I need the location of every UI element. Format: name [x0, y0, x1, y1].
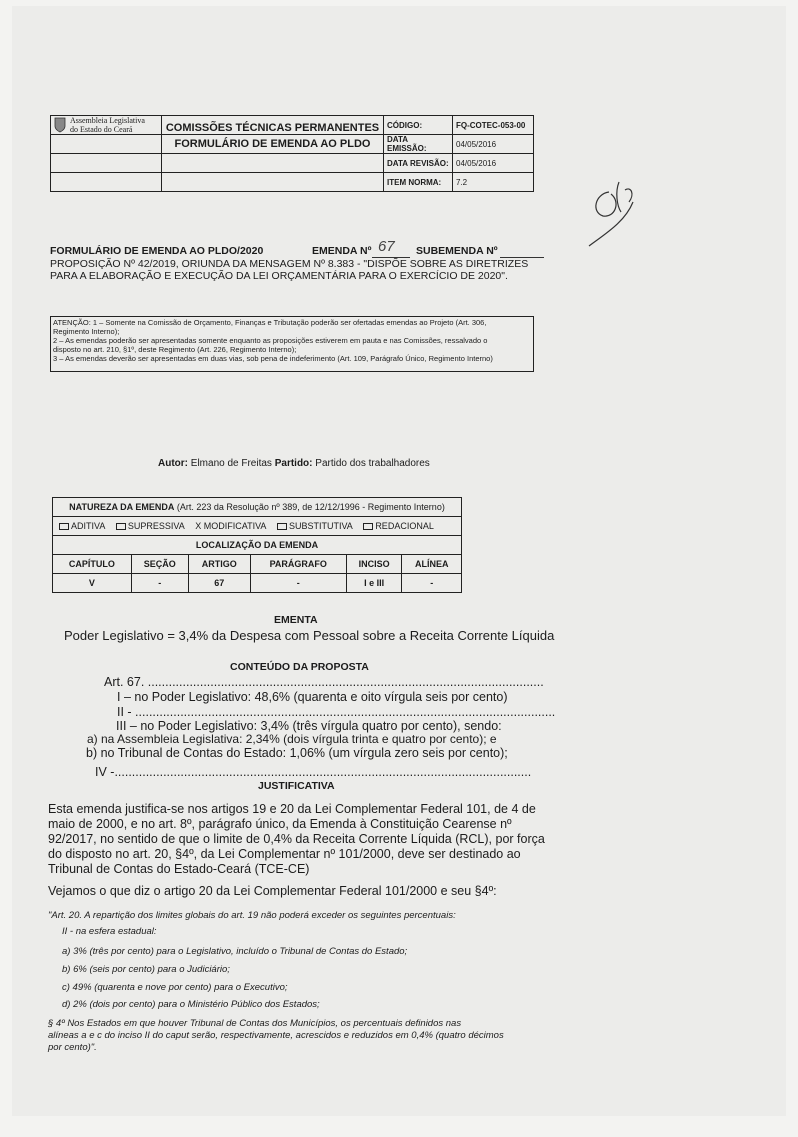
col-paragrafo: PARÁGRAFO [250, 555, 346, 574]
option-modificativa: X MODIFICATIVA [195, 521, 267, 531]
option-substitutiva: SUBSTITUTIVA [277, 521, 353, 531]
conteudo-line: III – no Poder Legislativo: 3,4% (três vírgula quatro por cento), sendo: [116, 719, 502, 733]
selected-mark: X [195, 521, 202, 531]
subemenda-label: SUBEMENDA Nº [416, 245, 498, 257]
natureza-note: (Art. 223 da Resolução nº 389, de 12/12/1996 - Regimento Interno) [176, 502, 445, 512]
checkbox-icon [116, 523, 126, 530]
quote-line: II - na esfera estadual: [62, 926, 157, 937]
justificativa-text: Tribunal de Contas do Estado-Ceará (TCE-CE) [48, 862, 310, 876]
conteudo-line: a) na Assembleia Legislativa: 2,34% (dois vírgula trinta e quatro por cento); e [87, 732, 497, 746]
partido-label: Partido: [274, 458, 313, 469]
justificativa-text: Vejamos o que diz o artigo 20 da Lei Complementar Federal 101/2000 e seu §4º: [48, 884, 497, 898]
quote-line: "Art. 20. A repartição dos limites globais do art. 19 não poderá exceder os seguintes percentuais: [48, 910, 456, 921]
attention-line: 2 – As emendas poderão ser apresentadas somente enquanto as proposições estiverem em pauta e nas Comissões, ressalvado o [53, 336, 488, 345]
justificativa-text: Esta emenda justifica-se nos artigos 19 e 20 da Lei Complementar Federal 101, de 4 de [48, 802, 536, 816]
conteudo-line: IV -........................................................................................................................ [95, 765, 532, 779]
justificativa-title: JUSTIFICATIVA [258, 780, 335, 792]
localizacao-label: LOCALIZAÇÃO DA EMENDA [53, 536, 462, 555]
revisao-value: 04/05/2016 [453, 154, 534, 173]
option-redacional: REDACIONAL [363, 521, 434, 531]
emenda-number: 67 [378, 238, 395, 255]
quote-line: b) 6% (seis por cento) para o Judiciário; [62, 964, 230, 975]
emenda-label: EMENDA Nº [312, 245, 372, 257]
checkbox-icon [277, 523, 287, 530]
val-alinea: - [402, 574, 462, 593]
logo-line2: do Estado do Ceará [70, 125, 133, 134]
col-inciso: INCISO [346, 555, 402, 574]
logo-cell [51, 116, 162, 135]
col-capitulo: CAPÍTULO [53, 555, 132, 574]
attention-line: 3 – As emendas deverão ser apresentadas em duas vias, sob pena de indeferimento (Art. 109, Parágrafo Único, Regimento Interno) [53, 354, 493, 363]
checkbox-icon [363, 523, 373, 530]
attention-line: ATENÇÃO: 1 – Somente na Comissão de Orçamento, Finanças e Tributação poderão ser ofertadas emendas ao Projeto (Art. 306, [53, 318, 487, 327]
quote-line: d) 2% (dois por cento) para o Ministério Público dos Estados; [62, 999, 320, 1010]
conteudo-line: II - ......................................................................................................................... [117, 705, 556, 719]
conteudo-line: b) no Tribunal de Contas do Estado: 1,06% (um vírgula zero seis por cento); [86, 746, 508, 760]
conteudo-line: I – no Poder Legislativo: 48,6% (quarenta e oito vírgula seis por cento) [117, 690, 508, 704]
codigo-label: CÓDIGO: [384, 116, 453, 135]
handwritten-initials [585, 172, 645, 252]
natureza-label: NATUREZA DA EMENDA [69, 502, 175, 512]
header-title: COMISSÕES TÉCNICAS PERMANENTES [162, 116, 384, 135]
header-subtitle: FORMULÁRIO DE EMENDA AO PLDO [162, 135, 384, 154]
val-inciso: I e III [346, 574, 402, 593]
justificativa-text: do disposto no art. 20, §4º, da Lei Complementar nº 101/2000, deve ser destinado ao [48, 847, 521, 861]
autor-label: Autor: [158, 458, 188, 469]
col-artigo: ARTIGO [188, 555, 250, 574]
val-secao: - [131, 574, 188, 593]
autor-value: Elmano de Freitas [190, 458, 272, 469]
form-title: FORMULÁRIO DE EMENDA AO PLDO/2020 [50, 245, 264, 257]
proposicao-line2: PARA A ELABORAÇÃO E EXECUÇÃO DA LEI ORÇAMENTÁRIA PARA O EXERCÍCIO DE 2020". [50, 270, 508, 282]
revisao-label: DATA REVISÃO: [384, 154, 453, 173]
partido-value: Partido dos trabalhadores [315, 458, 430, 469]
logo-line1: Assembleia Legislativa [70, 116, 145, 125]
quote-line: c) 49% (quarenta e nove por cento) para o Executivo; [62, 982, 288, 993]
attention-line: disposto no art. 210, §1º, deste Regimento (Art. 226, Regimento Interno); [53, 345, 297, 354]
val-paragrafo: - [250, 574, 346, 593]
attention-line: Regimento Interno); [53, 327, 120, 336]
option-aditiva: ADITIVA [59, 521, 105, 531]
justificativa-text: maio de 2000, e no art. 8º, parágrafo único, da Emenda à Constituição Cearense nº [48, 817, 512, 831]
conteudo-title: CONTEÚDO DA PROPOSTA [230, 661, 369, 673]
quote-line: por cento)". [48, 1042, 97, 1053]
ementa-title: EMENTA [274, 614, 318, 626]
codigo-value: FQ-COTEC-053-00 [453, 116, 534, 135]
option-supressiva: SUPRESSIVA [116, 521, 185, 531]
quote-line: alíneas a e c do inciso II do caput serão, respectivamente, acrescidos e reduzidos em 0,4% (quatro décimos [48, 1030, 504, 1041]
coat-of-arms-icon [54, 117, 66, 133]
header-table [50, 115, 534, 192]
item-label: ITEM NORMA: [384, 173, 453, 192]
attention-box [50, 316, 534, 372]
proposicao-line1: PROPOSIÇÃO Nº 42/2019, ORIUNDA DA MENSAGEM Nº 8.383 - "DISPÕE SOBRE AS DIRETRIZES [50, 258, 529, 270]
checkbox-icon [59, 523, 69, 530]
natureza-table [52, 497, 462, 593]
justificativa-text: 92/2017, no sentido de que o limite de 0,4% da Receita Corrente Líquida (RCL), por força [48, 832, 545, 846]
emissao-label: DATA EMISSÃO: [384, 135, 453, 154]
col-secao: SEÇÃO [131, 555, 188, 574]
author-line [158, 458, 430, 469]
quote-line: a) 3% (três por cento) para o Legislativo, incluído o Tribunal de Contas do Estado; [62, 946, 408, 957]
item-value: 7.2 [453, 173, 534, 192]
ementa-text: Poder Legislativo = 3,4% da Despesa com Pessoal sobre a Receita Corrente Líquida [64, 628, 555, 643]
conteudo-line: Art. 67. .................................................................................................................. [104, 675, 544, 689]
col-alinea: ALÍNEA [402, 555, 462, 574]
quote-line: § 4º Nos Estados em que houver Tribunal de Contas dos Municípios, os percentuais definidos nas [48, 1018, 462, 1029]
val-artigo: 67 [188, 574, 250, 593]
emissao-value: 04/05/2016 [453, 135, 534, 154]
val-capitulo: V [53, 574, 132, 593]
